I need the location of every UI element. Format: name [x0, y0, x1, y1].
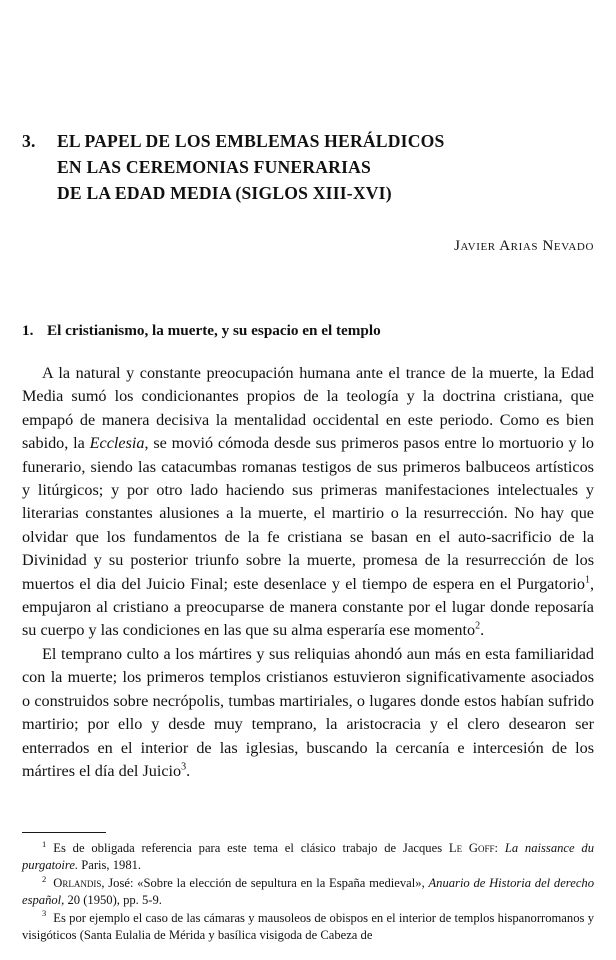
section-heading-label: El cristianismo, la muerte, y su espacio en el templo [47, 322, 381, 339]
chapter-title-lines [57, 128, 594, 206]
footnote-item [22, 840, 594, 875]
chapter-title-line: EL PAPEL DE LOS EMBLEMAS HERÁLDICOS [57, 131, 445, 151]
footnote-marker: 3 [42, 908, 47, 919]
chapter-title-line: EN LAS CEREMONIAS FUNERARIAS [57, 157, 372, 177]
footnote-text: Orlandis, José: «Sobre la elección de sepultura en la España medieval», Anuario de Historia del derecho español, 20 (1950), pp. 5-9. [22, 875, 594, 908]
footnote-text: Es por ejemplo el caso de las cámaras y mausoleos de obispos en el interior de templos hispanorromanos y visigóticos (Santa Eulalia de Mérida y basílica visigoda de Cabeza de [22, 910, 594, 943]
chapter-title [22, 0, 594, 206]
footnote-reference[interactable]: 2 [475, 621, 481, 633]
footnote-separator-rule [22, 832, 106, 833]
smallcaps-run: Le Goff [448, 841, 495, 855]
paragraph: El temprano culto a los mártires y sus reliquias ahondó aun más en esta familiaridad con la muerte; los primeros templos cristianos estuvieron significativamente asociados o construidos sobre necrópolis, tumbas martiriales, o lugares donde estos habían sufrido martirio; por ello y desde muy temprano, la aristocracia y el clero desearon ser enterrados en el interior de las iglesias, buscando la cercanía e intercesión de los mártires el día del Juicio$^3$. [22, 644, 594, 780]
section-heading [22, 256, 594, 342]
italic-run: Anuario de Historia del derecho español, [22, 875, 594, 908]
smallcaps-run: Orlandis [53, 875, 102, 890]
body-text [22, 342, 594, 783]
paragraph: A la natural y constante preocupación humana ante el trance de la muerte, la Edad Media sumó los condicionantes propios de la teología y la doctrina cristiana, que empapó de manera decisiva la mentalidad occidental en este periodo. Como es bien sabido, la Ecclesia, se movió cómoda desde sus primeros pasos entre lo mortuorio y lo funerario, siendo las catacumbas romanas testigos de sus primeros balbuceos artísticos y litúrgicos; y por otro lado haciendo sus primeras manifestaciones intelectuales y literarias constantes alusiones a la muerte, el martirio o la resurrección. No hay que olvidar que los fundamentos de la fe cristiana se basan en el auto-sacrificio de la Divinidad y su posterior triunfo sobre la muerte, promesa de la resurrección de los muertos el dia del Juicio Final; este desenlace y el tiempo de espera en el Purgatorio$^1$, empujaron al cristiano a preocuparse de manera constante por el lugar donde reposaría su cuerpo y las condiciones en las que su alma esperaría ese momento$^2$. [22, 364, 594, 640]
italic-run: Ecclesia [89, 434, 145, 453]
page-content [22, 0, 594, 783]
footnote-text: Es de obligada referencia para este tema el clásico trabajo de Jacques Le Goff: La naissance du purgatoire. Paris, 1981. [22, 841, 594, 873]
section-number: 1. [22, 322, 34, 339]
footnotes-section [22, 832, 594, 944]
footnote-reference[interactable]: 1 [584, 574, 590, 586]
footnote-item [22, 875, 594, 910]
footnote-reference[interactable]: 3 [181, 761, 187, 773]
footnote-marker: 2 [42, 873, 47, 884]
chapter-number: 3. [22, 131, 36, 151]
italic-run: La naissance du purgatoire. [22, 841, 594, 873]
footnote-marker: 1 [42, 838, 47, 849]
chapter-title-line: DE LA EDAD MEDIA (SIGLOS XIII-XVI) [57, 183, 392, 203]
author-byline: Javier Arias Nevado [454, 238, 594, 254]
footnote-item [22, 910, 594, 945]
